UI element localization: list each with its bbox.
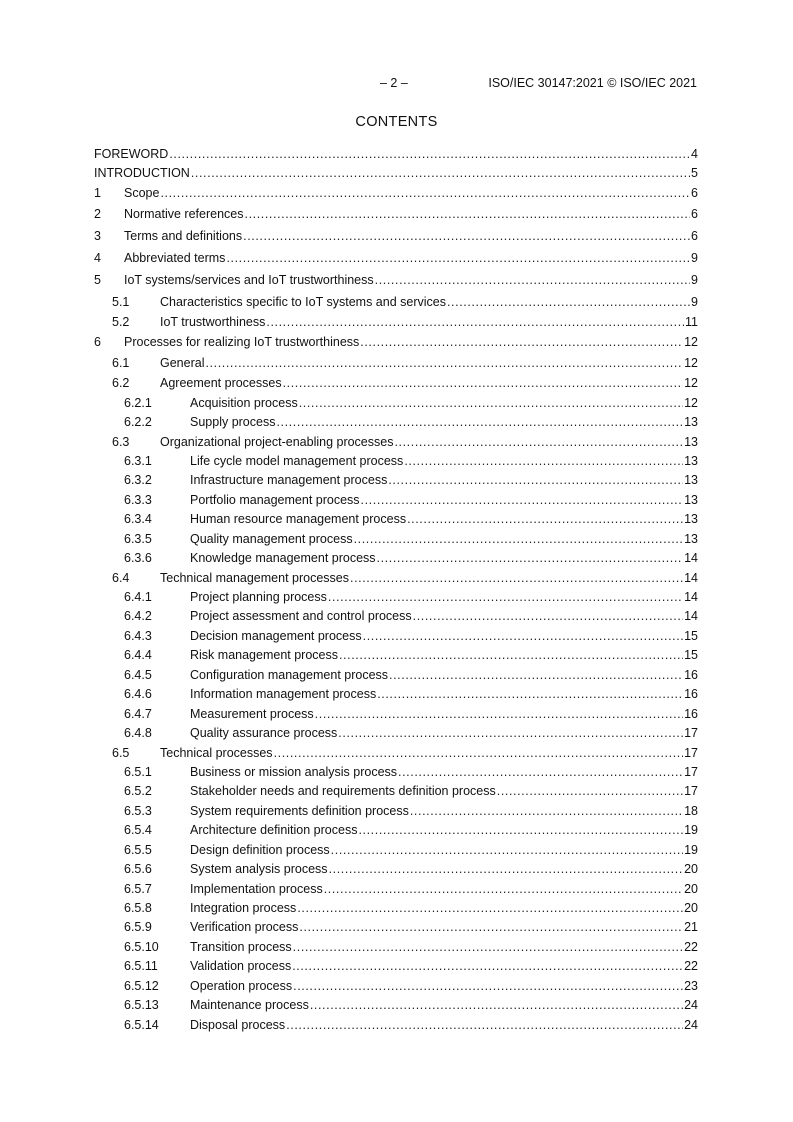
toc-entry-page: 24 [684, 998, 698, 1013]
toc-entry-number: 6.2.1 [124, 395, 152, 410]
toc-entry-number: 6.5.1 [124, 764, 152, 779]
toc-dot-leader [292, 957, 683, 976]
toc-entry[interactable] [94, 471, 698, 490]
toc-entry-page: 20 [684, 881, 698, 896]
toc-entry[interactable] [94, 782, 698, 801]
toc-entry-title[interactable]: Project assessment and control process [190, 607, 413, 626]
toc-entry-title[interactable]: Design definition process [190, 841, 331, 860]
toc-entry-page: 23 [684, 978, 698, 993]
toc-dot-leader [447, 291, 690, 313]
toc-entry[interactable] [94, 938, 698, 957]
toc-entry-page: 19 [684, 842, 698, 857]
toc-entry-number: 6.5.12 [124, 978, 159, 993]
toc-entry-page: 19 [684, 823, 698, 838]
toc-entry-number: 6.5.4 [124, 823, 152, 838]
toc-entry[interactable] [94, 841, 698, 860]
toc-entry-number: 6.3.2 [124, 473, 152, 488]
toc-entry-title[interactable]: Technical processes [160, 744, 274, 763]
toc-entry-title[interactable]: Configuration management process [190, 666, 389, 685]
toc-entry-number: 6.4.7 [124, 706, 152, 721]
toc-entry-number: 6.4.1 [124, 590, 152, 604]
toc-entry-number: 6.4.3 [124, 628, 152, 643]
toc-entry[interactable] [94, 433, 698, 452]
toc-entry-line [190, 588, 698, 607]
toc-entry[interactable] [94, 333, 698, 352]
toc-dot-leader [310, 996, 683, 1015]
toc-entry[interactable] [94, 269, 698, 291]
toc-entry[interactable] [94, 957, 698, 976]
toc-entry[interactable] [94, 627, 698, 646]
toc-dot-leader [286, 1016, 683, 1035]
toc-entry[interactable] [94, 821, 698, 840]
toc-dot-leader [360, 333, 683, 352]
toc-entry[interactable] [94, 394, 698, 413]
toc-entry[interactable] [94, 1016, 698, 1035]
toc-entry-page: 13 [684, 473, 698, 488]
toc-entry-line [124, 333, 698, 352]
toc-dot-leader [413, 607, 683, 626]
toc-entry-line [160, 291, 698, 313]
toc-dot-leader [363, 627, 683, 646]
toc-entry-title[interactable]: Disposal process [190, 1016, 286, 1035]
toc-entry-page: 12 [684, 334, 698, 349]
toc-entry-line [190, 471, 698, 490]
toc-dot-leader [377, 685, 683, 704]
toc-entry-page: 17 [684, 726, 698, 741]
toc-entry-title[interactable]: Stakeholder needs and requirements definition process [190, 782, 497, 801]
toc-entry-line [190, 413, 698, 432]
toc-entry-number: 6.2.2 [124, 415, 152, 430]
toc-dot-leader [389, 666, 683, 685]
toc-entry-number: 6.1 [112, 356, 130, 371]
toc-dot-leader [266, 313, 684, 332]
toc-dot-leader [226, 247, 690, 269]
toc-entry[interactable] [94, 996, 698, 1015]
toc-entry-number: 4 [94, 251, 101, 266]
toc-entry-number: 6.3.4 [124, 512, 152, 527]
toc-entry-title[interactable]: Life cycle model management process [190, 452, 404, 471]
toc-entry-page: 12 [684, 395, 698, 410]
toc-entry-title[interactable]: Architecture definition process [190, 821, 358, 840]
toc-entry-page: 13 [684, 415, 698, 430]
toc-entry[interactable] [94, 724, 698, 743]
toc-dot-leader [169, 145, 690, 164]
toc-entry-page: 13 [684, 453, 698, 468]
toc-dot-leader [339, 646, 683, 665]
toc-entry[interactable] [94, 705, 698, 724]
toc-entry-title[interactable]: Information management process [190, 685, 377, 704]
toc-entry-line [190, 938, 698, 957]
toc-entry-page: 9 [691, 295, 698, 310]
toc-dot-leader [497, 782, 683, 801]
toc-entry-line [190, 452, 698, 471]
toc-entry-number: 6.4.8 [124, 726, 152, 741]
toc-entry-title[interactable]: IoT systems/services and IoT trustworthiness [124, 269, 375, 291]
toc-dot-leader [361, 491, 684, 510]
toc-entry-number: 6.3.3 [124, 492, 152, 507]
toc-entry-number: 6.3.6 [124, 551, 152, 566]
toc-entry-line [190, 1016, 698, 1035]
toc-dot-leader [283, 374, 684, 393]
toc-entry-number: 6.2 [112, 376, 130, 391]
toc-entry-number: 2 [94, 207, 101, 222]
table-of-contents [94, 145, 698, 1035]
toc-dot-leader [354, 530, 684, 549]
toc-dot-leader [205, 352, 683, 374]
toc-entry[interactable] [94, 145, 698, 164]
toc-entry-line [160, 569, 698, 588]
toc-entry-line [190, 996, 698, 1015]
toc-entry-title[interactable]: Implementation process [190, 880, 324, 899]
toc-entry[interactable] [94, 184, 698, 203]
toc-dot-leader [243, 225, 690, 247]
toc-entry-number: 6.3 [112, 434, 130, 449]
toc-entry-title[interactable]: General [160, 352, 205, 374]
toc-entry-line [190, 957, 698, 976]
toc-entry-title[interactable]: Maintenance process [190, 996, 310, 1015]
toc-entry-page: 13 [684, 492, 698, 507]
toc-entry-page: 9 [691, 251, 698, 266]
toc-entry-page: 13 [684, 512, 698, 527]
toc-entry-line [160, 352, 698, 374]
toc-entry-title[interactable]: FOREWORD [94, 145, 169, 164]
toc-entry-page: 9 [691, 273, 698, 288]
toc-entry-page: 18 [684, 803, 698, 818]
toc-entry-number: 6.4 [112, 570, 130, 585]
toc-entry-page: 12 [684, 356, 698, 371]
toc-entry[interactable] [94, 918, 698, 937]
toc-entry-title[interactable]: Acquisition process [190, 394, 299, 413]
toc-entry-title[interactable]: Abbreviated terms [124, 247, 226, 269]
toc-entry[interactable] [94, 164, 698, 183]
toc-entry-page: 16 [684, 667, 698, 682]
toc-entry-line [190, 977, 698, 996]
toc-entry-title[interactable]: Quality management process [190, 530, 354, 549]
toc-entry-number: 6.5.7 [124, 881, 152, 896]
toc-dot-leader [404, 452, 683, 471]
toc-entry-number: 6.5.14 [124, 1017, 159, 1032]
toc-entry-title[interactable]: Quality assurance process [190, 724, 338, 743]
toc-entry-title[interactable]: Business or mission analysis process [190, 763, 398, 782]
toc-entry-title[interactable]: Project planning process [190, 588, 328, 607]
toc-entry[interactable] [94, 510, 698, 529]
toc-entry-line [160, 374, 698, 393]
toc-dot-leader [293, 977, 683, 996]
toc-entry[interactable] [94, 374, 698, 393]
toc-dot-leader [388, 471, 683, 490]
toc-entry-line [190, 627, 698, 646]
toc-entry-number: 5 [94, 273, 101, 288]
toc-entry[interactable] [94, 899, 698, 918]
toc-entry-page: 14 [684, 551, 698, 566]
toc-entry-line [190, 491, 698, 510]
toc-entry-title[interactable]: INTRODUCTION [94, 164, 191, 183]
toc-entry-number: 1 [94, 185, 101, 200]
toc-entry-title[interactable]: Portfolio management process [190, 491, 361, 510]
toc-entry-title[interactable]: Measurement process [190, 705, 315, 724]
toc-entry[interactable] [94, 491, 698, 510]
toc-dot-leader [324, 880, 683, 899]
toc-entry-page: 20 [684, 901, 698, 915]
toc-entry-number: 6.5.10 [124, 939, 159, 954]
toc-entry-page: 15 [684, 628, 698, 643]
toc-entry-line [190, 705, 698, 724]
toc-entry-page: 16 [684, 706, 698, 721]
toc-entry-page: 20 [684, 862, 698, 877]
toc-entry-line [190, 685, 698, 704]
toc-entry-number: 6.5.6 [124, 862, 152, 877]
toc-entry[interactable] [94, 413, 698, 432]
toc-entry-line [190, 530, 698, 549]
toc-entry[interactable] [94, 530, 698, 549]
toc-entry-title[interactable]: Terms and definitions [124, 225, 243, 247]
toc-entry-line [190, 802, 698, 821]
toc-entry-page: 5 [691, 166, 698, 181]
toc-entry-line [160, 433, 698, 452]
toc-entry-title[interactable]: Processes for realizing IoT trustworthiness [124, 333, 360, 352]
toc-entry-page: 17 [684, 764, 698, 779]
toc-dot-leader [315, 705, 683, 724]
toc-entry[interactable] [94, 860, 698, 879]
toc-dot-leader [276, 413, 683, 432]
toc-entry-title[interactable]: System analysis process [190, 860, 329, 879]
toc-entry-number: 6.3.1 [124, 453, 152, 468]
toc-entry-title[interactable]: Transition process [190, 938, 293, 957]
toc-dot-leader [160, 184, 690, 203]
toc-entry[interactable] [94, 977, 698, 996]
toc-entry-page: 6 [691, 207, 698, 222]
toc-entry-page: 6 [691, 229, 698, 244]
toc-entry-title[interactable]: Agreement processes [160, 374, 283, 393]
toc-entry[interactable] [94, 291, 698, 313]
toc-dot-leader [398, 763, 683, 782]
toc-entry-number: 6 [94, 334, 101, 349]
toc-entry-number: 6.5.5 [124, 842, 152, 857]
toc-entry-page: 21 [684, 920, 698, 935]
toc-dot-leader [245, 203, 691, 225]
toc-entry[interactable] [94, 588, 698, 607]
toc-entry[interactable] [94, 569, 698, 588]
toc-entry-number: 6.4.5 [124, 667, 152, 682]
toc-entry-title[interactable]: Decision management process [190, 627, 363, 646]
toc-entry-number: 6.5.13 [124, 998, 159, 1013]
toc-entry[interactable] [94, 646, 698, 665]
toc-entry-number: 5.2 [112, 315, 130, 330]
toc-entry-number: 6.4.4 [124, 648, 152, 663]
toc-entry[interactable] [94, 225, 698, 247]
toc-entry-line [190, 821, 698, 840]
toc-entry[interactable] [94, 247, 698, 269]
toc-entry-title[interactable]: Human resource management process [190, 510, 407, 529]
toc-entry-title[interactable]: Normative references [124, 203, 245, 225]
toc-entry-line [190, 763, 698, 782]
toc-entry-line [190, 666, 698, 685]
toc-entry-line [190, 510, 698, 529]
toc-entry-line [124, 184, 698, 203]
toc-dot-leader [328, 588, 683, 607]
toc-dot-leader [358, 821, 683, 840]
toc-dot-leader [410, 802, 683, 821]
toc-entry-number: 6.4.2 [124, 609, 152, 624]
toc-entry-line [190, 607, 698, 626]
toc-entry-number: 6.5.8 [124, 901, 152, 915]
toc-entry-title[interactable]: Characteristics specific to IoT systems and services [160, 291, 447, 313]
toc-entry-number: 6.5 [112, 745, 130, 760]
toc-entry[interactable] [94, 452, 698, 471]
toc-entry-title[interactable]: IoT trustworthiness [160, 313, 266, 332]
toc-entry-line [190, 724, 698, 743]
toc-entry-page: 13 [684, 434, 698, 449]
toc-dot-leader [375, 269, 690, 291]
toc-entry-title[interactable]: System requirements definition process [190, 802, 410, 821]
toc-entry-number: 6.5.3 [124, 803, 152, 818]
toc-entry-line [190, 841, 698, 860]
toc-entry-line [190, 880, 698, 899]
toc-entry-title[interactable]: Technical management processes [160, 569, 350, 588]
toc-entry-line [160, 313, 698, 332]
toc-dot-leader [350, 569, 683, 588]
toc-entry[interactable] [94, 802, 698, 821]
toc-entry-page: 17 [684, 784, 698, 799]
toc-entry-title[interactable]: Infrastructure management process [190, 471, 388, 490]
toc-entry-line [190, 394, 698, 413]
toc-entry-page: 17 [684, 745, 698, 760]
toc-entry-page: 12 [684, 376, 698, 391]
toc-entry-page: 14 [684, 570, 698, 585]
toc-entry-title[interactable]: Verification process [190, 918, 299, 937]
toc-entry-page: 4 [691, 147, 698, 161]
toc-entry[interactable] [94, 744, 698, 763]
toc-entry-line [124, 225, 698, 247]
toc-entry-line [94, 145, 698, 164]
toc-dot-leader [299, 394, 683, 413]
toc-entry-page: 6 [691, 185, 698, 200]
toc-entry-number: 3 [94, 229, 101, 244]
toc-dot-leader [329, 860, 684, 879]
page-title: CONTENTS [355, 114, 438, 130]
toc-entry-page: 14 [684, 590, 698, 604]
toc-entry[interactable] [94, 666, 698, 685]
toc-entry-title[interactable]: Validation process [190, 957, 292, 976]
toc-entry-title[interactable]: Knowledge management process [190, 549, 377, 568]
toc-entry-title[interactable]: Operation process [190, 977, 293, 996]
toc-dot-leader [377, 549, 684, 568]
toc-entry-number: 6.4.6 [124, 687, 152, 702]
toc-entry-page: 16 [684, 687, 698, 702]
toc-entry[interactable] [94, 549, 698, 568]
page-header [0, 76, 793, 92]
toc-entry-line [190, 899, 698, 918]
toc-entry[interactable] [94, 607, 698, 626]
toc-entry-page: 13 [684, 531, 698, 546]
toc-entry-page: 22 [684, 939, 698, 954]
toc-entry-line [124, 269, 698, 291]
toc-entry[interactable] [94, 763, 698, 782]
toc-entry-line [190, 549, 698, 568]
toc-entry[interactable] [94, 203, 698, 225]
toc-entry[interactable] [94, 352, 698, 374]
toc-entry-title[interactable]: Risk management process [190, 646, 339, 665]
toc-dot-leader [274, 744, 684, 763]
toc-entry-line [190, 646, 698, 665]
toc-entry-line [190, 860, 698, 879]
toc-entry-line [190, 918, 698, 937]
toc-dot-leader [293, 938, 683, 957]
copyright-notice: ISO/IEC 30147:2021 © ISO/IEC 2021 [488, 76, 697, 90]
toc-entry-title[interactable]: Scope [124, 184, 160, 203]
toc-entry-line [124, 247, 698, 269]
toc-entry[interactable] [94, 313, 698, 332]
toc-dot-leader [191, 164, 690, 183]
toc-entry[interactable] [94, 880, 698, 899]
toc-entry-number: 5.1 [112, 295, 130, 310]
toc-entry-number: 6.5.9 [124, 920, 152, 935]
page-number: – 2 – [380, 76, 408, 90]
toc-entry-line [160, 744, 698, 763]
toc-dot-leader [331, 841, 683, 860]
toc-entry-page: 14 [684, 609, 698, 624]
toc-entry-title[interactable]: Integration process [190, 899, 297, 918]
toc-entry-page: 24 [684, 1017, 698, 1032]
toc-entry-page: 15 [684, 648, 698, 663]
toc-dot-leader [297, 899, 683, 918]
toc-dot-leader [338, 724, 683, 743]
toc-dot-leader [407, 510, 683, 529]
toc-entry-number: 6.5.11 [124, 959, 158, 974]
toc-entry-page: 11 [685, 315, 698, 330]
toc-entry-line [124, 203, 698, 225]
toc-entry-line [94, 164, 698, 183]
toc-entry-line [190, 782, 698, 801]
toc-entry-title[interactable]: Organizational project-enabling processes [160, 433, 394, 452]
toc-entry-page: 22 [684, 959, 698, 974]
toc-entry-title[interactable]: Supply process [190, 413, 276, 432]
toc-entry-number: 6.3.5 [124, 531, 152, 546]
toc-entry[interactable] [94, 685, 698, 704]
toc-entry-number: 6.5.2 [124, 784, 152, 799]
toc-dot-leader [394, 433, 683, 452]
toc-dot-leader [299, 918, 683, 937]
